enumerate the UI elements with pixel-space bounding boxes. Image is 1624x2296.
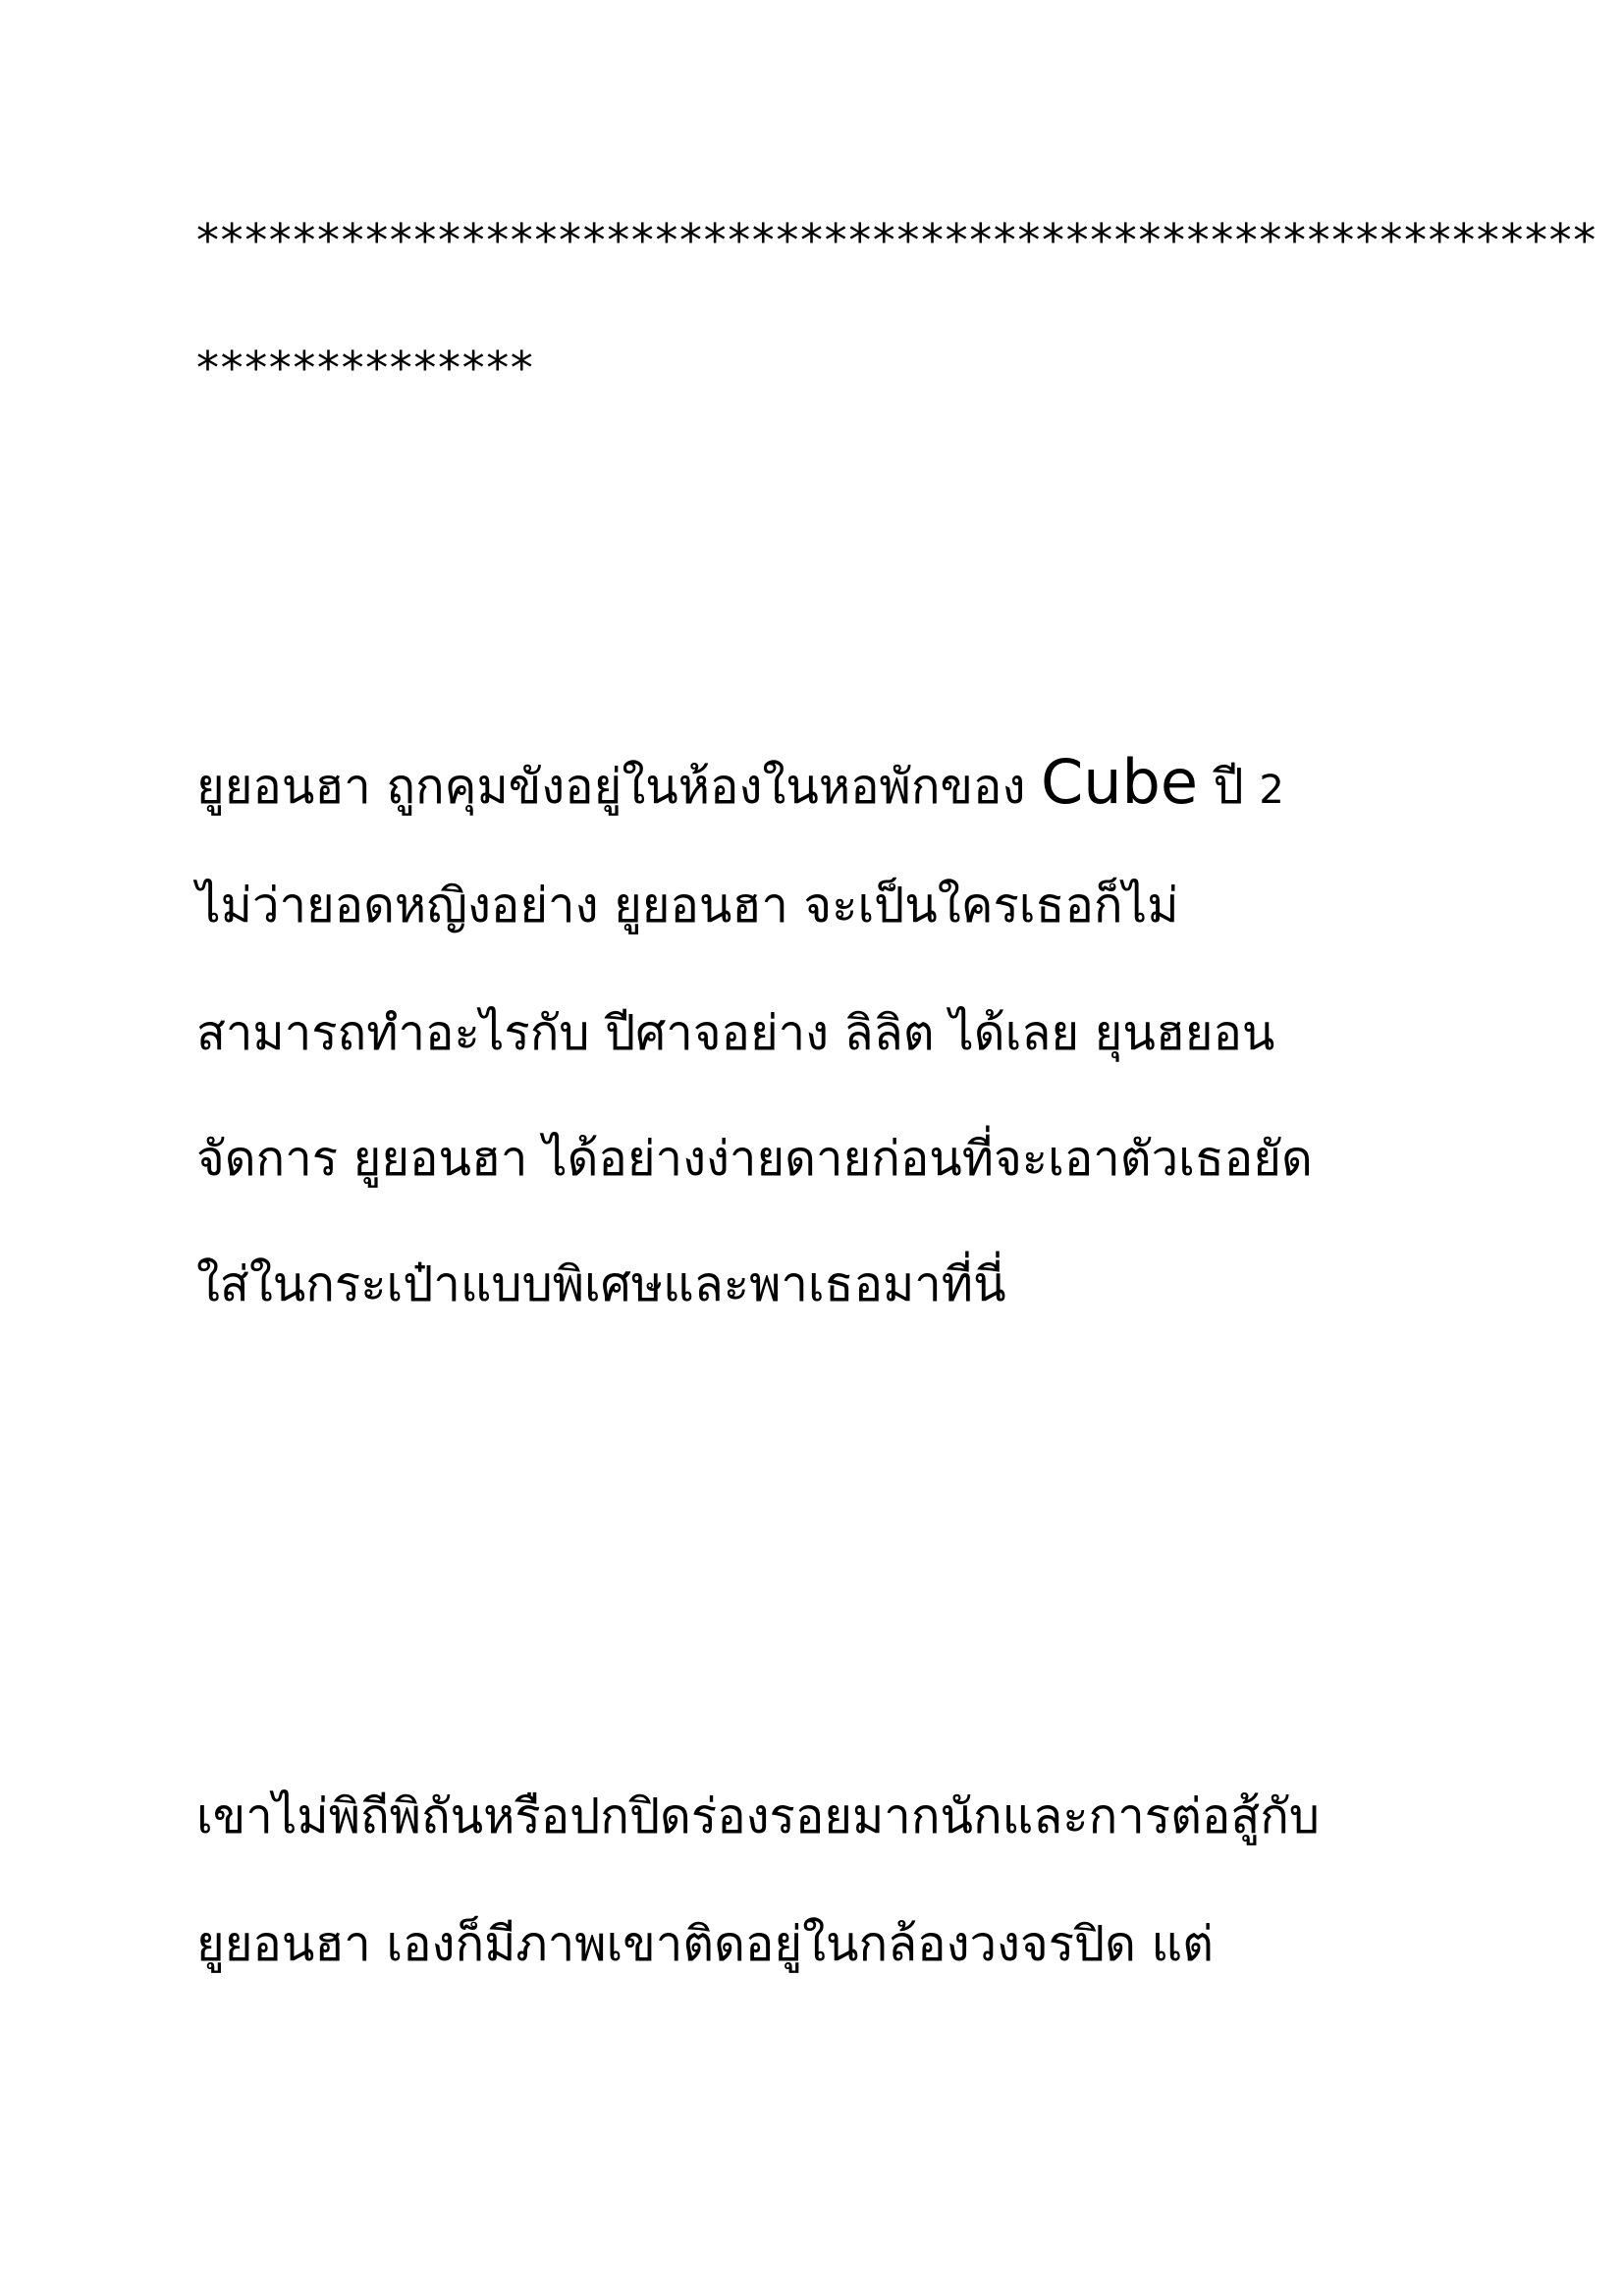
paragraph-1-line-3: สามารถทำอะไรกับ ปีศาจอย่าง ลิลิต ได้เลย ยุนฮยอน	[196, 1005, 1275, 1061]
separator-line-1: **********************************************************	[196, 214, 1597, 267]
paragraph-1-year-number: 2	[1259, 768, 1284, 813]
paragraph-2-line-2: ยูยอนฮา เองก็มีภาพเขาติดอยู่ในกล้องวงจรปิด แต่	[196, 1916, 1214, 1972]
paragraph-1-line-1	[196, 746, 1284, 818]
paragraph-1-line-1-text: ยูยอนฮา ถูกคุมขังอยู่ในห้องในหอพักของ	[196, 759, 1041, 815]
paragraph-1-line-2: ไม่ว่ายอดหญิงอย่าง ยูยอนฮา จะเป็นใครเธอก็ไม่	[196, 878, 1179, 934]
paragraph-1-brand: Cube	[1040, 746, 1199, 818]
paragraph-1-year-label: ปี	[1198, 759, 1260, 815]
paragraph-1-line-5: ใส่ในกระเป๋าแบบพิเศษและพาเธอมาที่นี่	[196, 1256, 1006, 1312]
separator-line-2: **************	[196, 342, 535, 395]
paragraph-1-line-4: จัดการ ยูยอนฮา ได้อย่างง่ายดายก่อนที่จะเอาตัวเธอยัด	[196, 1131, 1313, 1187]
paragraph-2-line-1: เขาไม่พิถีพิถันหรือปกปิดร่องรอยมากนักและการต่อสู้กับ	[196, 1789, 1321, 1844]
